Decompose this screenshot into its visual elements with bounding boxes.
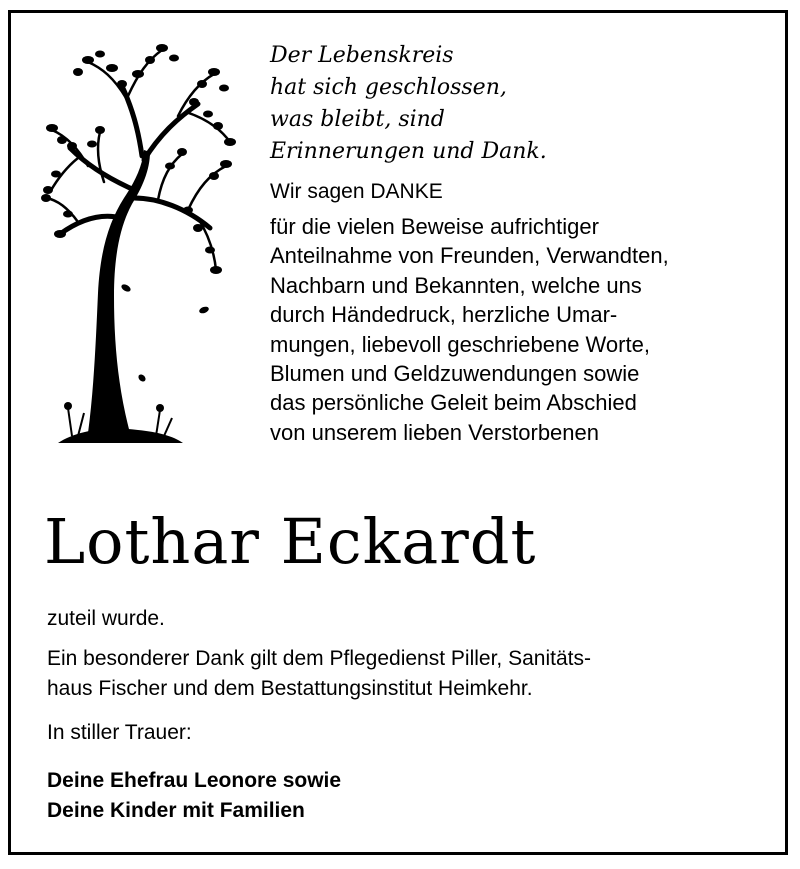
thanks-heading: Wir sagen DANKE	[270, 180, 443, 203]
received-text: zuteil wurde.	[47, 607, 165, 630]
signature-line: Deine Ehefrau Leonore sowie	[47, 769, 342, 792]
thanks-line: Blumen und Geldzuwendungen sowie	[270, 361, 640, 387]
poem-line: Der Lebenskreis	[270, 43, 454, 68]
special-thanks	[47, 644, 767, 704]
poem-line: was bleibt, sind	[270, 107, 445, 132]
signature-line: Deine Kinder mit Familien	[47, 799, 305, 822]
message-column	[270, 40, 775, 447]
special-thanks-line: haus Fischer und dem Bestattungsinstitut Heimkehr.	[47, 677, 533, 700]
thanks-line: das persönliche Geleit beim Abschied	[270, 390, 637, 416]
special-thanks-line: Ein besonderer Dank gilt dem Pflegedienst Piller, Sanitäts-	[47, 647, 591, 670]
poem-line: Erinnerungen und Dank.	[270, 139, 547, 164]
thanks-text	[270, 212, 775, 447]
mourning-label: In stiller Trauer:	[47, 721, 192, 744]
thanks-line: mungen, liebevoll geschriebene Worte,	[270, 331, 650, 357]
memorial-poem	[270, 40, 775, 168]
thanks-line: Nachbarn und Bekannten, welche uns	[270, 272, 642, 298]
signatures	[47, 766, 767, 826]
thanks-line: Anteilnahme von Freunden, Verwandten,	[270, 243, 669, 269]
poem-line: hat sich geschlossen,	[270, 75, 507, 100]
thanks-line: von unserem lieben Verstorbenen	[270, 419, 599, 445]
thanks-line: für die vielen Beweise aufrichtiger	[270, 214, 599, 239]
deceased-name: Lothar Eckardt	[44, 505, 537, 578]
closing-section	[47, 604, 767, 826]
tree-icon	[38, 38, 238, 458]
thanks-line: durch Händedruck, herzliche Umar-	[270, 302, 618, 328]
